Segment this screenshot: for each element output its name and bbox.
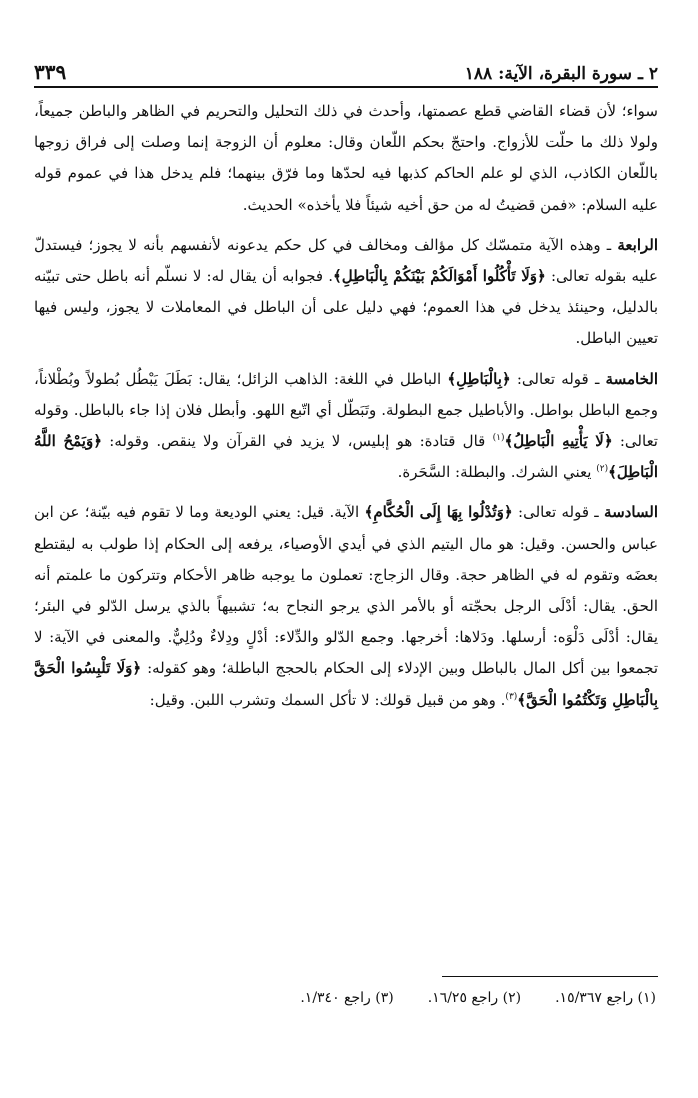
paragraph-text: ـ قوله تعالى: <box>512 503 605 522</box>
paragraph-text: الآية. قيل: يعني الوديعة وما لا تقوم فيه بيّنة؛ عن ابن عباس والحسن. وقيل: هو مال اليتيم الذي في أيدي الأوصياء، يرفعه إلى الحكام إذا طولب به ليقتطع بعضَه وتقوم له في الظاهر حجة. وقال الزجاج: تعملون ما يوجبه ظاهر الأحكام وتتركون ما علمتم أنه الحق. يقال: أدْلَى الرجل بحجّته أو بالأمر الذي يرجو النجاح به؛ تشبيهاً بالذي يرسل الدّلو في البئر؛ يقال: أدْلَى دَلْوَه: أرسلها. ودَلاها: أخرجها. وجمع الدّلو والدِّلاء: أدْلٍ ودِلاءٌ ودُلِيٌّ. والمعنى في الآية: لا تجمعوا بين أكل المال بالباطل وبين الإدلاء إلى الحكام بالحجج الباطلة؛ وهو كقوله: <box>34 503 658 678</box>
quran-quote: ﴿بِالْبَاطِلِ﴾ <box>447 369 511 388</box>
paragraph-text: سواء؛ لأن قضاء القاضي قطع عصمتها، وأحدث في ذلك التحليل والتحريم في الظاهر والباطن جميعاً، ولولا ذلك ما حلّت للأزواج. واحتجّ بحكم اللّعان وقال: معلوم أن الزوجة إنما وصلت إلى فراق زوجها باللّعان الكاذب، الذي لو علم الحاكم كذبها فيه لحدّها وما فرّق بينهما؛ فلم يدخل هذا في عموم قوله عليه السلام: «فمن قضيتُ له من حق أخيه شيئاً فلا يأخذه» الحديث. <box>34 102 658 214</box>
footnotes <box>120 990 656 1006</box>
paragraph-text: . وهو من قبيل قولك: لا تأكل السمك وتشرب اللبن. وقيل: <box>149 690 506 709</box>
quran-quote: ﴿وَلَا تَلْبِسُوا الْحَقَّ بِالْبَاطِلِ وَتَكْتُمُوا الْحَقَّ﴾ <box>34 659 658 709</box>
paragraph <box>34 364 658 489</box>
footnote-ref: (٢) <box>596 464 609 475</box>
paragraph <box>34 497 658 715</box>
section-heading: الخامسة <box>605 369 658 388</box>
paragraph-text: ـ وهذه الآية متمسّك كل مؤالف ومخالف في كل حكم يدعونه لأنفسهم بأنه لا يجوز؛ فيستدلّ عليه بقوله تعالى: <box>34 235 658 286</box>
paragraph-text: قال قتادة: هو إبليس، لا يزيد في القرآن ولا ينقص. وقوله: <box>102 432 493 451</box>
paragraph-text: يعني الشرك. والبطلة: السَّحَرة. <box>397 463 597 482</box>
running-title: ٢ ـ سورة البقرة، الآية: ١٨٨ <box>464 64 658 84</box>
footnote-ref: (١) <box>492 433 505 444</box>
section-heading: السادسة <box>604 503 659 522</box>
paragraph-text: ـ قوله تعالى: <box>510 369 606 388</box>
footnote-3: (٣) راجع ١/٣٤٠. <box>300 990 394 1006</box>
quran-quote: ﴿وَتُدْلُوا بِهَا إِلَى الْحُكَّامِ﴾ <box>364 503 513 522</box>
main-text <box>34 96 658 725</box>
footnote-divider <box>442 976 658 977</box>
paragraph-text: الباطل في اللغة: الذاهب الزائل؛ يقال: بَطَلَ يَبْطُل بُطولاً وبُطْلاناً، وجمع الباطل بواطل. والأباطيل جمع البطولة. وتَبَطّل أي اتّبع اللهو. وأبطل فلان إذا جاء بالباطل. وقوله تعالى: <box>34 369 658 451</box>
footnote-2: (٢) راجع ١٦/٢٥. <box>427 990 522 1006</box>
footnote-ref: (٣) <box>505 691 518 702</box>
footnote-1: (١) راجع ١٥/٣٦٧. <box>555 990 656 1006</box>
quran-quote: ﴿وَلَا تَأْكُلُوا أَمْوَالَكُمْ بَيْنَكُمْ بِالْبَاطِلِ﴾ <box>333 267 546 286</box>
quran-quote: ﴿لَا يَأْتِيهِ الْبَاطِلُ﴾ <box>504 432 613 451</box>
paragraph <box>34 230 658 355</box>
quran-quote: ﴿وَيَمْحُ اللَّهُ الْبَاطِلَ﴾ <box>34 432 658 482</box>
paragraph <box>34 96 658 221</box>
page-number: ٣٣٩ <box>34 60 67 84</box>
section-heading: الرابعة <box>617 235 658 254</box>
paragraph-text: . فجوابه أن يقال له: لا نسلّم أنه باطل حتى تبيّنه بالدليل، وحينئذ يدخل في هذا العموم؛ فهي دليل على أن الباطل في المعاملات لا يجوز، وليس فيها تعيين الباطل. <box>34 267 658 348</box>
page-header <box>34 50 658 88</box>
